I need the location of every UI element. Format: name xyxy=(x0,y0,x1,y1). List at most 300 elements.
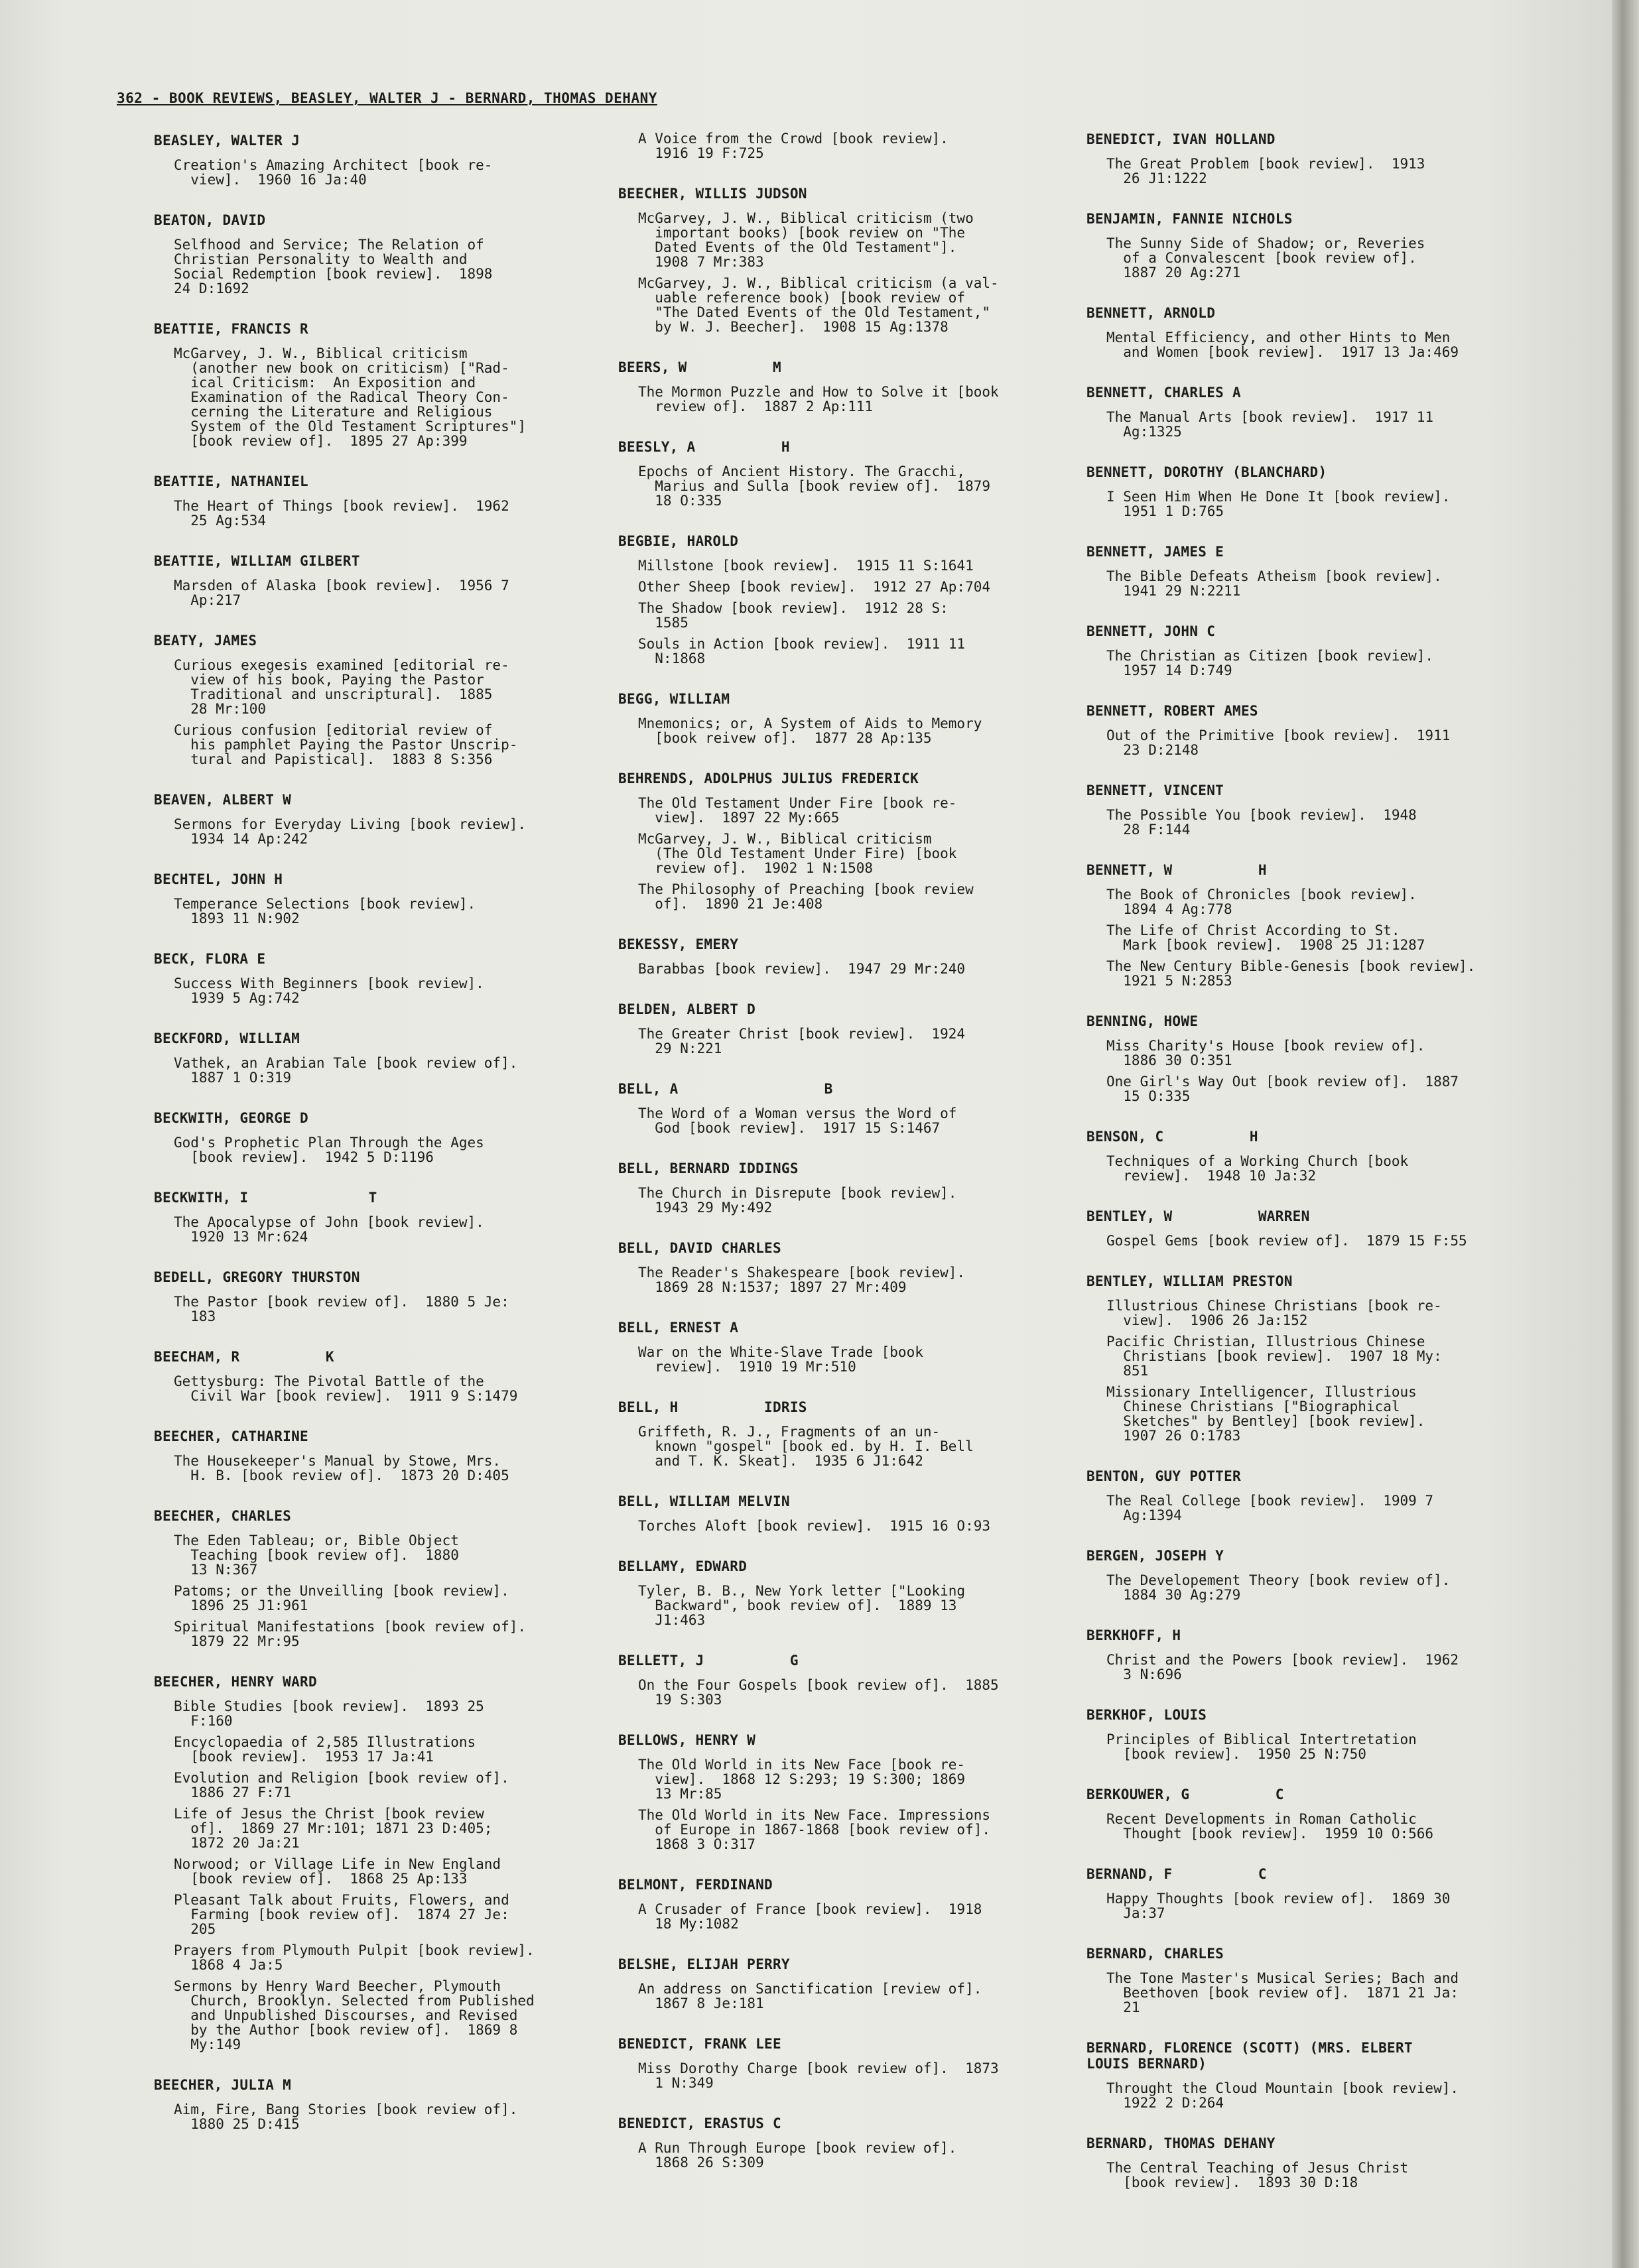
review-citation xyxy=(174,1294,612,1324)
citation-line: 24 D:1692 xyxy=(174,281,249,296)
review-citation xyxy=(174,1056,612,1085)
citation-line: Civil War [book review]. 1911 9 S:1479 xyxy=(174,1388,518,1404)
author-heading: BECKWITH, GEORGE D xyxy=(154,1110,308,1126)
citation-line: by the Author [book review of]. 1869 8 xyxy=(174,2022,518,2038)
index-entry xyxy=(1086,1273,1551,1443)
citation-line: 1869 28 N:1537; 1897 27 Mr:409 xyxy=(638,1279,907,1295)
citation-line: 1893 11 N:902 xyxy=(174,911,300,926)
review-citation xyxy=(638,1186,1082,1215)
citation-line: cerning the Literature and Religious xyxy=(174,404,493,420)
citation-line: The Heart of Things [book review]. 1962 xyxy=(174,498,509,514)
citation-line: Illustrious Chinese Christians [book re- xyxy=(1106,1298,1442,1314)
citation-line: The Pastor [book review of]. 1880 5 Je: xyxy=(174,1294,509,1310)
citation-line: 1916 19 F:725 xyxy=(638,145,764,161)
citation-line: Temperance Selections [book review]. xyxy=(174,896,476,912)
author-heading: BENEDICT, IVAN HOLLAND xyxy=(1086,131,1276,147)
author-heading: BENNETT, JOHN C xyxy=(1086,623,1216,639)
citation-line: 1886 27 F:71 xyxy=(174,1785,292,1800)
citation-line: view]. 1906 26 Ja:152 xyxy=(1106,1312,1308,1328)
citation-line: Teaching [book review of]. 1880 xyxy=(174,1547,459,1563)
review-citation xyxy=(638,1027,1082,1056)
citation-line: The Shadow [book review]. 1912 28 S: xyxy=(638,600,949,616)
review-citation xyxy=(638,882,1082,911)
citation-line: 23 D:2148 xyxy=(1106,742,1199,758)
review-citation xyxy=(638,558,1082,573)
citation-line: Ag:1325 xyxy=(1106,424,1182,440)
author-heading: BERKHOFF, H xyxy=(1086,1627,1181,1643)
review-citation xyxy=(174,1943,612,1972)
citation-line: Mark [book review]. 1908 25 J1:1287 xyxy=(1106,937,1425,953)
citation-line: 1939 5 Ag:742 xyxy=(174,990,300,1006)
citation-line: 1886 30 O:351 xyxy=(1106,1052,1232,1068)
citation-line: McGarvey, J. W., Biblical criticism (two xyxy=(638,210,974,226)
citation-line: F:160 xyxy=(174,1713,233,1729)
author-heading: BEECHER, CATHARINE xyxy=(154,1428,308,1444)
citation-line: Examination of the Radical Theory Con- xyxy=(174,389,509,405)
review-citation xyxy=(638,1902,1082,1931)
index-entry xyxy=(1086,211,1551,280)
review-citation xyxy=(1106,1233,1551,1248)
review-citation xyxy=(638,1808,1082,1852)
author-heading: BENNETT, ROBERT AMES xyxy=(1086,703,1258,719)
review-citation xyxy=(174,1135,612,1165)
citation-line: Christian Personality to Wealth and xyxy=(174,251,468,267)
index-entry xyxy=(618,691,1082,745)
review-citation xyxy=(638,1757,1082,1801)
column-2 xyxy=(618,131,1082,2195)
index-entry xyxy=(1086,1013,1551,1103)
citation-line: Curious confusion [editorial review of xyxy=(174,722,493,738)
citation-line: and Women [book review]. 1917 13 Ja:469 xyxy=(1106,344,1459,360)
citation-line: Curious exegesis examined [editorial re- xyxy=(174,657,509,673)
author-heading: BECK, FLORA E xyxy=(154,951,266,967)
citation-line: 1872 20 Ja:21 xyxy=(174,1835,300,1851)
citation-line: The Possible You [book review]. 1948 xyxy=(1106,807,1417,823)
citation-line: Life of Jesus the Christ [book review xyxy=(174,1806,484,1822)
citation-line: 18 My:1082 xyxy=(638,1916,739,1932)
citation-line: Barabbas [book review]. 1947 29 Mr:240 xyxy=(638,961,966,977)
citation-line: Creation's Amazing Architect [book re- xyxy=(174,157,493,173)
citation-line: uable reference book) [book review of xyxy=(638,290,966,306)
citation-line: 3 N:696 xyxy=(1106,1667,1182,1682)
citation-line: Souls in Action [book review]. 1911 11 xyxy=(638,636,966,652)
index-entry xyxy=(154,212,612,296)
citation-line: 1951 1 D:765 xyxy=(1106,503,1224,519)
citation-line: 1907 26 O:1783 xyxy=(1106,1428,1241,1444)
citation-line: 13 Mr:85 xyxy=(638,1786,722,1802)
index-entry xyxy=(154,871,612,926)
index-entry xyxy=(154,951,612,1005)
citation-line: The Christian as Citizen [book review]. xyxy=(1106,648,1434,664)
review-citation xyxy=(638,1982,1082,2011)
review-citation xyxy=(638,637,1082,666)
citation-line: tural and Papistical]. 1883 8 S:356 xyxy=(174,751,493,767)
author-heading: BEGBIE, HAROLD xyxy=(618,533,739,549)
author-heading: BEERS, W M xyxy=(618,359,781,375)
citation-line: Miss Dorothy Charge [book review of]. 1873 xyxy=(638,2060,999,2076)
citation-line: 1868 4 Ja:5 xyxy=(174,1957,283,1973)
citation-line: 1920 13 Mr:624 xyxy=(174,1229,308,1245)
review-citation xyxy=(174,499,612,528)
citation-line: The Word of a Woman versus the Word of xyxy=(638,1105,957,1121)
review-citation xyxy=(1106,923,1551,952)
citation-line: 1896 25 J1:961 xyxy=(174,1598,308,1613)
index-entry xyxy=(618,1558,1082,1627)
citation-line: The Old Testament Under Fire [book re- xyxy=(638,795,957,811)
review-citation xyxy=(1106,1812,1551,1841)
citation-line: Selfhood and Service; The Relation of xyxy=(174,237,484,253)
index-entry xyxy=(154,1428,612,1483)
index-entry xyxy=(154,1190,612,1244)
author-heading: BENNETT, JAMES E xyxy=(1086,544,1224,560)
citation-line: [book review]. 1950 25 N:750 xyxy=(1106,1746,1366,1762)
review-citation xyxy=(1106,649,1551,678)
citation-line: 1921 5 N:2853 xyxy=(1106,973,1232,989)
citation-line: Marsden of Alaska [book review]. 1956 7 xyxy=(174,578,509,594)
review-citation xyxy=(638,1424,1082,1468)
index-entry xyxy=(618,1161,1082,1215)
citation-line: 1887 20 Ag:271 xyxy=(1106,265,1241,281)
citation-line: 25 Ag:534 xyxy=(174,513,267,529)
review-citation xyxy=(174,897,612,926)
citation-line: review]. 1948 10 Ja:32 xyxy=(1106,1168,1317,1184)
index-entry xyxy=(154,133,612,187)
citation-line: 18 O:335 xyxy=(638,493,722,509)
review-citation xyxy=(1106,1891,1551,1921)
index-entry xyxy=(1086,1707,1551,1761)
citation-line: Throught the Cloud Mountain [book review]. xyxy=(1106,2080,1459,2096)
author-heading: BENTLEY, W WARREN xyxy=(1086,1208,1310,1224)
citation-line: The Apocalypse of John [book review]. xyxy=(174,1214,484,1230)
index-entry xyxy=(618,2036,1082,2090)
author-heading: BENSON, C H xyxy=(1086,1129,1258,1145)
citation-line: God [book review]. 1917 15 S:1467 xyxy=(638,1120,941,1136)
citation-line: Traditional and unscriptural]. 1885 xyxy=(174,686,493,702)
review-citation xyxy=(1106,157,1551,186)
citation-line: [book review of]. 1868 25 Ap:133 xyxy=(174,1871,468,1887)
citation-line: The Eden Tableau; or, Bible Object xyxy=(174,1533,459,1548)
review-citation xyxy=(638,716,1082,745)
citation-line: The New Century Bible-Genesis [book review]. xyxy=(1106,958,1476,974)
index-entry xyxy=(1086,2135,1551,2190)
citation-line: Gospel Gems [book review of]. 1879 15 F:55 xyxy=(1106,1233,1467,1249)
author-heading: BENTON, GUY POTTER xyxy=(1086,1468,1241,1484)
citation-line: Farming [book review of]. 1874 27 Je: xyxy=(174,1907,509,1922)
review-citation xyxy=(638,796,1082,825)
author-heading: BERKHOF, LOUIS xyxy=(1086,1707,1207,1723)
citation-line: The Old World in its New Face. Impressions xyxy=(638,1807,991,1823)
citation-line: Beethoven [book review of]. 1871 21 Ja: xyxy=(1106,1985,1459,2001)
citation-line: The Manual Arts [book review]. 1917 11 xyxy=(1106,409,1434,425)
index-entry xyxy=(1086,544,1551,598)
citation-line: A Crusader of France [book review]. 1918 xyxy=(638,1901,982,1917)
citation-line: War on the White-Slave Trade [book xyxy=(638,1344,923,1360)
citation-line: The Real College [book review]. 1909 7 xyxy=(1106,1493,1434,1509)
citation-line: Out of the Primitive [book review]. 1911 xyxy=(1106,727,1451,743)
citation-line: Aim, Fire, Bang Stories [book review of]. xyxy=(174,2102,518,2117)
citation-line: God's Prophetic Plan Through the Ages xyxy=(174,1135,484,1151)
author-heading: BELL, DAVID CHARLES xyxy=(618,1240,781,1256)
index-entry xyxy=(618,936,1082,976)
citation-line: McGarvey, J. W., Biblical criticism xyxy=(638,831,932,847)
citation-line: 1867 8 Je:181 xyxy=(638,1995,764,2011)
citation-line: The Mormon Puzzle and How to Solve it [book xyxy=(638,384,999,400)
citation-line: The Housekeeper's Manual by Stowe, Mrs. xyxy=(174,1453,501,1469)
citation-line: view of his book, Paying the Pastor xyxy=(174,672,484,688)
citation-line: McGarvey, J. W., Biblical criticism (a val- xyxy=(638,275,999,291)
citation-line: Ja:37 xyxy=(1106,1905,1165,1921)
citation-line: Mnemonics; or, A System of Aids to Memory xyxy=(638,716,982,731)
author-heading: BELL, ERNEST A xyxy=(618,1320,739,1336)
citation-line: and T. K. Skeat]. 1935 6 J1:642 xyxy=(638,1453,923,1469)
index-entry xyxy=(1086,2040,1551,2110)
citation-line: The Bible Defeats Atheism [book review]. xyxy=(1106,568,1442,584)
review-citation xyxy=(638,385,1082,414)
citation-line: 19 S:303 xyxy=(638,1692,722,1708)
author-heading: BEATTIE, FRANCIS R xyxy=(154,321,308,337)
author-heading: BELL, H IDRIS xyxy=(618,1399,807,1415)
review-citation xyxy=(1106,1573,1551,1602)
review-citation xyxy=(638,580,1082,594)
citation-line: Ap:217 xyxy=(174,592,241,608)
citation-line: One Girl's Way Out [book review of]. 1887 xyxy=(1106,1074,1459,1090)
citation-line: Bible Studies [book review]. 1893 25 xyxy=(174,1698,484,1714)
review-citation xyxy=(174,817,612,846)
citation-line: Social Redemption [book review]. 1898 xyxy=(174,266,493,282)
author-heading: BELLETT, J G xyxy=(618,1653,799,1669)
review-citation xyxy=(638,1678,1082,1707)
author-heading: BEATON, DAVID xyxy=(154,212,266,228)
index-entry xyxy=(1086,862,1551,988)
review-citation xyxy=(638,601,1082,630)
citation-line: Sermons for Everyday Living [book review]. xyxy=(174,816,527,832)
citation-line: of Europe in 1867-1868 [book review of]. xyxy=(638,1822,991,1838)
index-entry xyxy=(618,1240,1082,1294)
citation-line: The Church in Disrepute [book review]. xyxy=(638,1185,957,1201)
index-entry xyxy=(154,321,612,448)
citation-line: The Philosophy of Preaching [book review xyxy=(638,881,974,897)
citation-line: The Reader's Shakespeare [book review]. xyxy=(638,1265,966,1281)
citation-line: of]. 1869 27 Mr:101; 1871 23 D:405; xyxy=(174,1820,493,1836)
index-entry xyxy=(618,1732,1082,1852)
citation-line: Success With Beginners [book review]. xyxy=(174,976,484,991)
review-citation xyxy=(1106,1385,1551,1443)
citation-line: Norwood; or Village Life in New England xyxy=(174,1856,501,1872)
review-citation xyxy=(638,1584,1082,1627)
citation-line: [book review]. 1942 5 D:1196 xyxy=(174,1149,434,1165)
citation-line: Spiritual Manifestations [book review of]. xyxy=(174,1619,527,1635)
citation-line: view]. 1960 16 Ja:40 xyxy=(174,172,367,188)
review-citation xyxy=(638,2141,1082,2170)
citation-line: The Developement Theory [book review of]. xyxy=(1106,1572,1451,1588)
author-heading: BENNETT, VINCENT xyxy=(1086,783,1224,798)
author-heading: BENNING, HOWE xyxy=(1086,1013,1199,1029)
review-citation xyxy=(1106,569,1551,598)
index-entry xyxy=(1086,1787,1551,1841)
review-citation xyxy=(174,1806,612,1850)
citation-line: Recent Developments in Roman Catholic xyxy=(1106,1811,1417,1827)
index-entry xyxy=(618,439,1082,508)
citation-line: of a Convalescent [book review of]. xyxy=(1106,250,1417,266)
citation-line: 13 N:367 xyxy=(174,1562,258,1578)
citation-line: 1957 14 D:749 xyxy=(1106,662,1232,678)
citation-line: Miss Charity's House [book review of]. xyxy=(1106,1038,1425,1054)
author-heading: BELL, WILLIAM MELVIN xyxy=(618,1493,790,1509)
author-heading: BEDELL, GREGORY THURSTON xyxy=(154,1269,360,1285)
citation-line: A Run Through Europe [book review of]. xyxy=(638,2140,957,2156)
review-citation xyxy=(174,1735,612,1764)
citation-line: 1934 14 Ap:242 xyxy=(174,831,308,847)
review-citation xyxy=(1106,410,1551,439)
author-heading: BELL, A B xyxy=(618,1081,833,1097)
author-heading: BEECHER, CHARLES xyxy=(154,1508,292,1524)
author-heading: BEAVEN, ALBERT W xyxy=(154,792,292,808)
review-citation xyxy=(174,1857,612,1886)
citation-line: 1894 4 Ag:778 xyxy=(1106,901,1232,917)
review-citation xyxy=(1106,2081,1551,2110)
index-entry xyxy=(1086,1548,1551,1602)
index-entry xyxy=(1086,464,1551,519)
index-entry xyxy=(618,1877,1082,1931)
citation-line: On the Four Gospels [book review of]. 1885 xyxy=(638,1677,999,1693)
citation-line: The Central Teaching of Jesus Christ xyxy=(1106,2160,1409,2176)
citation-line: "The Dated Events of the Old Testament," xyxy=(638,304,991,320)
citation-line: known "gospel" [book ed. by H. I. Bell xyxy=(638,1438,974,1454)
citation-line: I Seen Him When He Done It [book review]. xyxy=(1106,489,1451,505)
citation-line: 26 J1:1222 xyxy=(1106,170,1207,186)
review-citation xyxy=(1106,1154,1551,1183)
index-entry xyxy=(1086,1129,1551,1183)
citation-line: [book review]. 1953 17 Ja:41 xyxy=(174,1749,434,1765)
index-entry xyxy=(1086,385,1551,439)
citation-line: [book review of]. 1895 27 Ap:399 xyxy=(174,433,468,449)
review-citation xyxy=(174,237,612,296)
index-entry xyxy=(618,1399,1082,1468)
citation-line: Epochs of Ancient History. The Gracchi, xyxy=(638,464,966,479)
citation-line: (The Old Testament Under Fire) [book xyxy=(638,846,957,861)
review-citation xyxy=(638,1265,1082,1294)
author-heading: BERNARD, THOMAS DEHANY xyxy=(1086,2135,1276,2151)
review-citation xyxy=(1106,2161,1551,2190)
citation-line: The Tone Master's Musical Series; Bach and xyxy=(1106,1970,1459,1986)
review-citation xyxy=(1106,1653,1551,1682)
citation-line: Christians [book review]. 1907 18 My: xyxy=(1106,1348,1442,1364)
citation-line: his pamphlet Paying the Pastor Unscrip- xyxy=(174,737,518,753)
citation-line: 851 xyxy=(1106,1363,1149,1379)
index-entry xyxy=(618,1956,1082,2011)
citation-line: 1 N:349 xyxy=(638,2075,714,2091)
author-heading: BENEDICT, ERASTUS C xyxy=(618,2115,781,2131)
index-entry xyxy=(1086,783,1551,837)
index-entry xyxy=(154,1674,612,2052)
citation-line: 28 F:144 xyxy=(1106,822,1191,838)
citation-line: The Old World in its New Face [book re- xyxy=(638,1757,966,1773)
citation-line: An address on Sanctification [review of]. xyxy=(638,1981,982,1997)
citation-line: The Life of Christ According to St. xyxy=(1106,922,1400,938)
citation-line: System of the Old Testament Scriptures"] xyxy=(174,418,527,434)
author-heading: BENNETT, W H xyxy=(1086,862,1267,878)
author-heading: BELLOWS, HENRY W xyxy=(618,1732,756,1748)
index-entry xyxy=(618,1493,1082,1533)
review-citation xyxy=(174,2102,612,2131)
review-citation xyxy=(174,1533,612,1577)
citation-line: 1585 xyxy=(638,615,688,631)
citation-line: Techniques of a Working Church [book xyxy=(1106,1153,1409,1169)
index-entry xyxy=(154,1031,612,1085)
index-entry xyxy=(1086,1946,1551,2015)
citation-line: Chinese Christians ["Biographical xyxy=(1106,1399,1400,1415)
index-entry xyxy=(618,359,1082,414)
citation-line: 1943 29 My:492 xyxy=(638,1200,773,1216)
index-entry xyxy=(1086,131,1551,186)
citation-line: ical Criticism: An Exposition and xyxy=(174,375,476,391)
review-citation xyxy=(1106,808,1551,837)
author-heading: BERNARD, CHARLES xyxy=(1086,1946,1224,1962)
citation-line: Christ and the Powers [book review]. 1962 xyxy=(1106,1652,1459,1668)
citation-line: Evolution and Religion [book review of]. xyxy=(174,1770,509,1786)
author-heading: BERKOUWER, G C xyxy=(1086,1787,1284,1802)
citation-line: (another new book on criticism) ["Rad- xyxy=(174,360,509,376)
author-heading: BERNARD, FLORENCE (SCOTT) (MRS. ELBERT LOUIS BERNARD) xyxy=(1086,2040,1413,2072)
citation-line: 15 O:335 xyxy=(1106,1088,1191,1104)
author-heading: BELMONT, FERDINAND xyxy=(618,1877,773,1893)
index-entry xyxy=(1086,305,1551,359)
index-entry xyxy=(618,1653,1082,1707)
author-heading: BEGG, WILLIAM xyxy=(618,691,730,707)
index-entry xyxy=(618,2115,1082,2170)
citation-line: Other Sheep [book review]. 1912 27 Ap:704 xyxy=(638,579,991,595)
author-heading: BELL, BERNARD IDDINGS xyxy=(618,1161,799,1176)
citation-line: Thought [book review]. 1959 10 O:566 xyxy=(1106,1826,1434,1842)
citation-line: Marius and Sulla [book review of]. 1879 xyxy=(638,478,991,494)
citation-line: of]. 1890 21 Je:408 xyxy=(638,896,823,912)
citation-line: Pacific Christian, Illustrious Chinese xyxy=(1106,1334,1425,1350)
author-heading: BECKWITH, I T xyxy=(154,1190,377,1206)
citation-line: 1868 26 S:309 xyxy=(638,2155,764,2171)
citation-line: Sermons by Henry Ward Beecher, Plymouth xyxy=(174,1978,501,1994)
review-citation xyxy=(638,276,1082,334)
index-entry xyxy=(618,771,1082,911)
citation-line: H. B. [book review of]. 1873 20 D:405 xyxy=(174,1468,509,1483)
citation-line: and Unpublished Discourses, and Revised xyxy=(174,2007,518,2023)
review-citation xyxy=(174,346,612,448)
review-citation xyxy=(1106,728,1551,757)
citation-line: important books) [book review on "The xyxy=(638,225,966,241)
citation-line: Millstone [book review]. 1915 11 S:1641 xyxy=(638,558,974,574)
citation-line: Gettysburg: The Pivotal Battle of the xyxy=(174,1373,484,1389)
review-citation xyxy=(638,832,1082,875)
author-heading: BELDEN, ALBERT D xyxy=(618,1001,756,1017)
citation-line: The Sunny Side of Shadow; or, Reveries xyxy=(1106,235,1425,251)
index-entry xyxy=(1086,1208,1551,1248)
index-entry xyxy=(154,2077,612,2131)
citation-line: Torches Aloft [book review]. 1915 16 O:93 xyxy=(638,1518,991,1534)
index-entry xyxy=(154,1349,612,1403)
citation-line: My:149 xyxy=(174,2037,241,2052)
citation-line: by W. J. Beecher]. 1908 15 Ag:1378 xyxy=(638,319,949,335)
review-citation xyxy=(1106,959,1551,988)
author-heading: BENEDICT, FRANK LEE xyxy=(618,2036,781,2052)
citation-line: Tyler, B. B., New York letter ["Looking xyxy=(638,1583,966,1599)
author-heading: BENNETT, CHARLES A xyxy=(1086,385,1241,401)
author-heading: BELSHE, ELIJAH PERRY xyxy=(618,1956,790,1972)
citation-line: 21 xyxy=(1106,1999,1140,2015)
review-citation xyxy=(1106,887,1551,916)
review-citation xyxy=(638,962,1082,976)
citation-line: 29 N:221 xyxy=(638,1040,722,1056)
review-citation xyxy=(174,1979,612,2052)
review-citation xyxy=(638,131,1082,160)
